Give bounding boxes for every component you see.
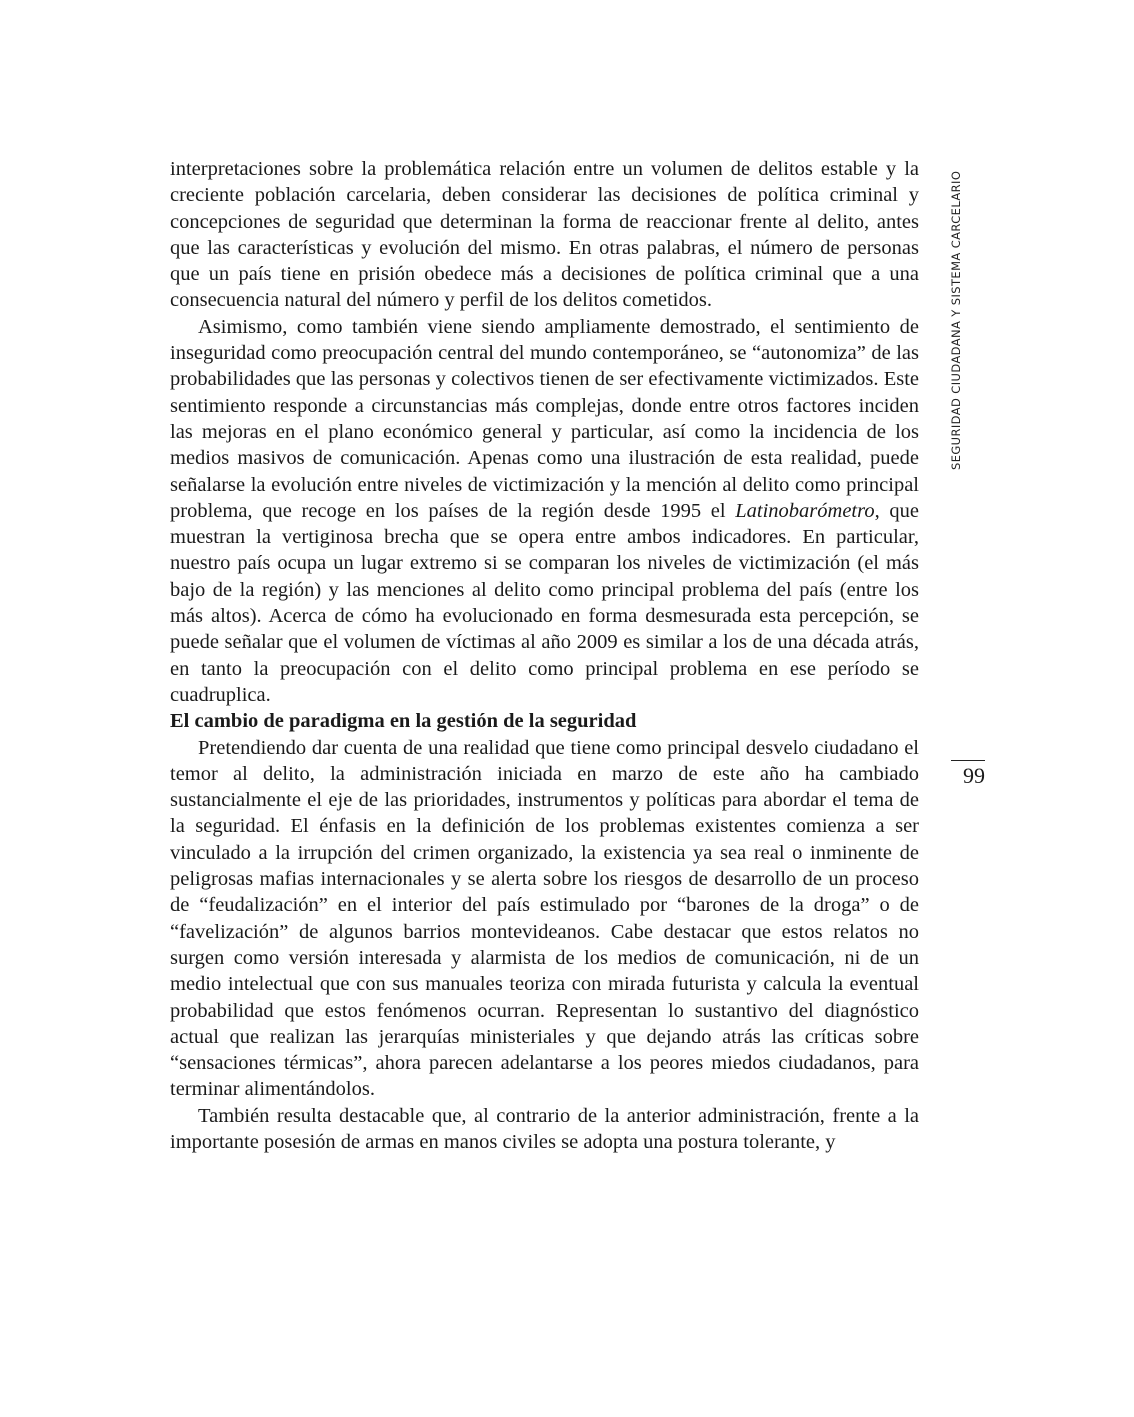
paragraph-armas: También resulta destacable que, al contrario de la anterior administración, frente a la importante posesión de armas en manos civiles se adopta una postura tolerante, y [170, 1104, 919, 1153]
paragraph-continuation: interpretaciones sobre la problemática relación entre un volumen de delitos estable y la creciente población carcelaria, deben considerar las decisiones de política criminal y concepciones de seguridad que determinan la forma de reaccionar frente al delito, antes que las características y evolución del mismo. En otras palabras, el número de personas que un país tiene en prisión obedece más a decisiones de política criminal que a una consecuencia natural del número y perfil de los delitos cometidos. [170, 158, 919, 312]
body-text [170, 156, 919, 1155]
folio-rule [951, 760, 985, 761]
paragraph-inseguridad-text-b: , que muestran la vertiginosa brecha que se opera entre ambos indicadores. En particular, nuestro país ocupa un lugar extremo si se comparan los niveles de victimización (el más bajo de la región) y las menciones al delito como principal problema del país (entre los más altos). Acerca de cómo ha evolucionado en forma desmesurada esta percepción, se puede señalar que el volumen de víctimas al año 2009 es similar a los de una década atrás, en tanto la preocupación con el delito como principal problema en ese período se cuadruplica. [170, 499, 919, 706]
running-head: SEGURIDAD CIUDADANA Y SISTEMA CARCELARIO [949, 170, 963, 470]
page-number: 99 [963, 763, 985, 788]
section-heading: El cambio de paradigma en la gestión de la seguridad [170, 710, 637, 733]
paragraph-inseguridad-text-a: Asimismo, como también viene siendo ampliamente demostrado, el sentimiento de inseguridad como preocupación central del mundo contemporáneo, se “autonomiza” de las probabilidades que las personas y colectivos tienen de ser efectivamente victimizados. Este sentimiento responde a circunstancias más complejas, donde entre otros factores inciden las mejoras en el plano económico general y particular, así como la incidencia de los medios masivos de comunicación. Apenas como una ilustración de esta realidad, puede señalarse la evolución entre niveles de victimización y la mención al delito como principal problema, que recoge en los países de la región desde 1995 el [170, 315, 919, 522]
paragraph-inseguridad [170, 314, 919, 708]
paragraph-paradigma: Pretendiendo dar cuenta de una realidad que tiene como principal desvelo ciudadano el temor al delito, la administración iniciada en marzo de este año ha cambiado sustancialmente el eje de las prioridades, instrumentos y políticas para abordar el tema de la seguridad. El énfasis en la definición de los problemas existentes comienza a ser vinculado a la irrupción del crimen organizado, la existencia ya sea real o inminente de peligrosas mafias internacionales y se alerta sobre los riesgos de desarrollo de un proceso de “feudalización” en el interior del país estimulado por “barones de la droga” o de “favelización” de algunos barrios montevideanos. Cabe destacar que estos relatos no surgen como versión interesada y alarmista de los medios de comunicación, ni de un medio intelectual que con sus manuales teoriza con mirada futurista y calcula la eventual probabilidad que estos fenómenos ocurran. Representan lo sustantivo del diagnóstico actual que realizan las jerarquías ministeriales y que dejando atrás las críticas sobre “sensaciones térmicas”, ahora parecen adelantarse a los peores miedos ciudadanos, para terminar alimentándolos. [170, 736, 919, 1101]
latinobarometro-italic: Latinobarómetro [735, 499, 875, 522]
